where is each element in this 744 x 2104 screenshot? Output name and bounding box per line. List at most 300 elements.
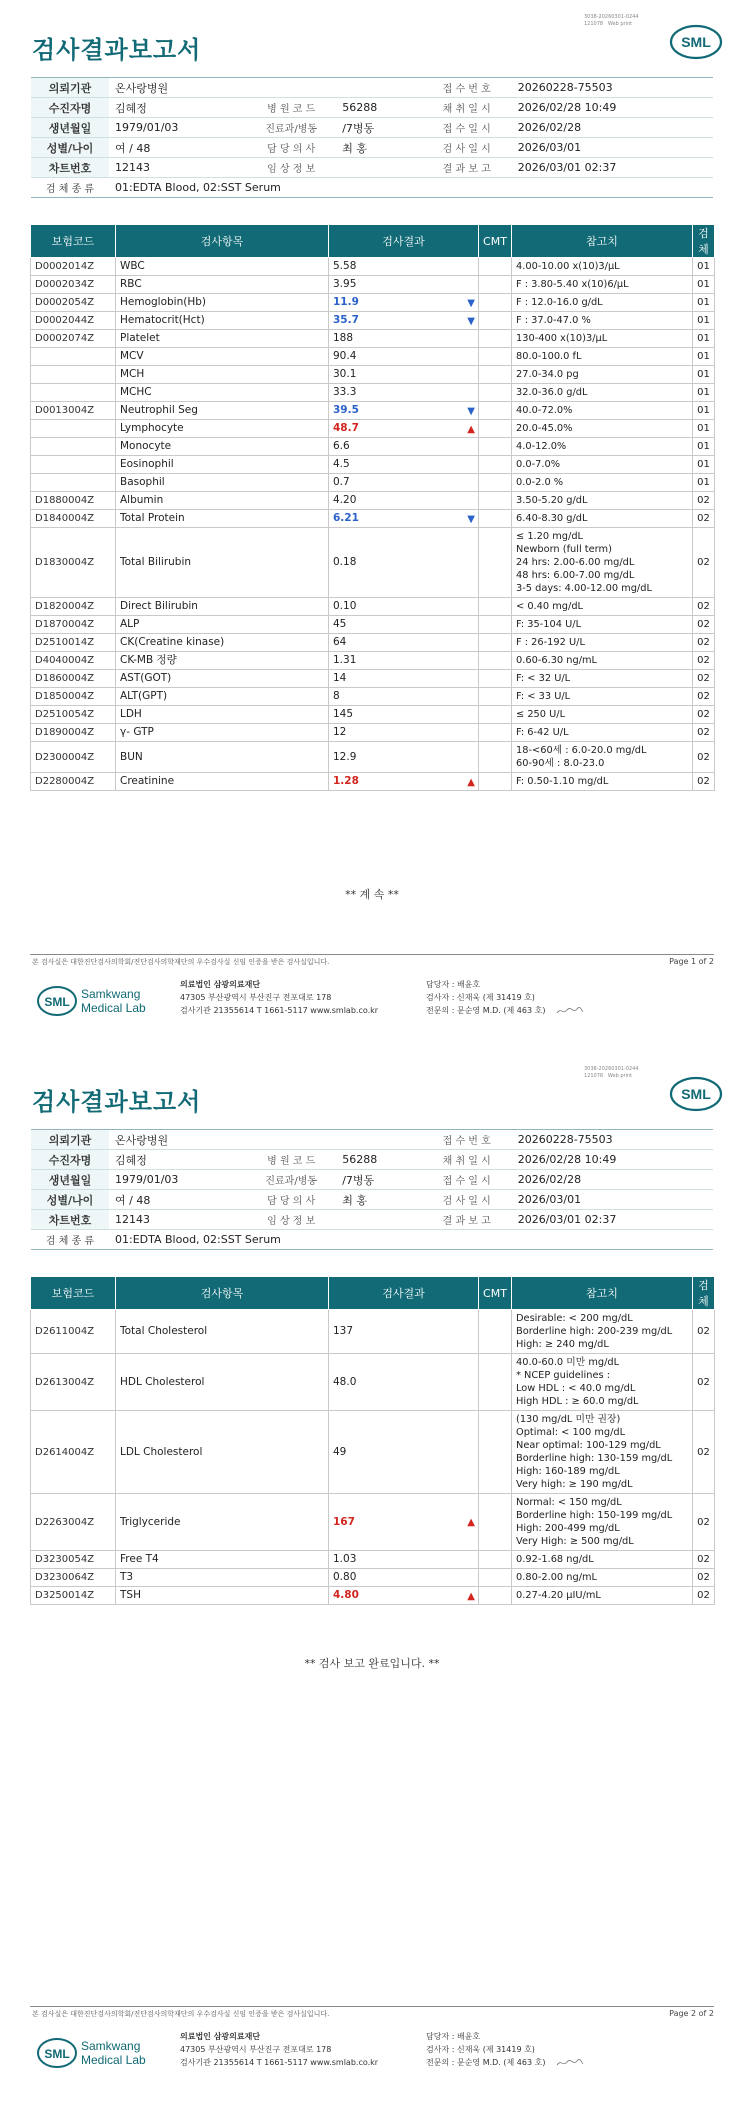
specimen-value: 01:EDTA Blood, 02:SST Serum [109,1230,713,1250]
reference-line: * NCEP guidelines : [516,1370,610,1381]
institution-value: 온사랑병원 [109,1130,422,1150]
svg-text:Medical Lab: Medical Lab [81,2053,146,2067]
result-value: 0.7 [333,476,350,488]
reference-line: Borderline high: 130-159 mg/dL [516,1453,673,1464]
result-row [31,420,715,438]
reference-cell [512,402,693,420]
result-value: 188 [333,332,354,344]
reference-line: 6.40-8.30 g/dL [516,513,588,524]
result-row [31,492,715,510]
result-row [31,312,715,330]
label-collected: 채 취 일 시 [422,98,512,118]
result-value: 30.1 [333,368,357,380]
cmt-cell [479,616,512,634]
reference-line: Newborn (full term) [516,544,612,555]
test-item-cell: WBC [116,258,329,276]
insurance-code-cell [31,438,116,456]
result-row [31,402,715,420]
staff-info: 담당자 : 배윤호 검사자 : 신재욱 (제 31419 호) 전문의 : 문순영 M.D. (제 463 호) [426,978,585,1017]
label-chart: 차트번호 [31,158,109,178]
cmt-cell [479,1551,512,1569]
page-number: Page 1 of 2 [669,957,714,966]
high-flag-icon: ▲ [467,1517,475,1528]
label-accession: 접 수 번 호 [422,1130,512,1150]
result-row [31,330,715,348]
test-item-cell: AST(GOT) [116,670,329,688]
reference-cell [512,510,693,528]
result-value: 4.5 [333,458,350,470]
reference-cell [512,294,693,312]
certification-note: 본 검사실은 대한진단검사의학회/진단검사의학재단의 우수검사실 신임 인증을 받은 검사실입니다. [32,2010,330,2018]
result-value: 1.28 [333,775,359,787]
result-row [31,1354,715,1411]
report-page-2 [0,1052,744,2104]
result-value: 3.95 [333,278,357,290]
reference-cell [512,492,693,510]
specimen-cell: 02 [693,1310,715,1354]
result-cell [329,1310,479,1354]
specimen-cell: 01 [693,438,715,456]
insurance-code-cell: D3250014Z [31,1587,116,1605]
reference-line: < 0.40 mg/dL [516,601,583,612]
label-dob: 생년월일 [31,1170,109,1190]
reference-line: 48 hrs: 6.00-7.00 mg/dL [516,570,635,581]
cmt-cell [479,598,512,616]
cmt-cell [479,688,512,706]
cmt-cell [479,402,512,420]
reference-line: ≤ 1.20 mg/dL [516,531,583,542]
sml-logo-icon [668,1074,724,1114]
sml-logo-icon [668,22,724,62]
low-flag-icon: ▼ [467,513,475,525]
result-row [31,510,715,528]
reference-line: 4.0-12.0% [516,441,567,452]
insurance-code-cell: D2300004Z [31,742,116,773]
test-item-cell: Triglyceride [116,1494,329,1551]
result-cell [329,510,479,528]
result-cell [329,312,479,330]
hospital-code-value: 56288 [336,1150,422,1170]
reference-cell [512,258,693,276]
result-value: 90.4 [333,350,357,362]
result-row [31,1310,715,1354]
insurance-code-cell: D0002054Z [31,294,116,312]
result-value: 12 [333,726,347,738]
result-cell [329,616,479,634]
patient-info-table [31,1129,713,1250]
result-cell [329,366,479,384]
specimen-cell: 02 [693,634,715,652]
result-cell [329,1587,479,1605]
test-item-cell: Eosinophil [116,456,329,474]
cmt-cell [479,528,512,598]
reference-line: 24 hrs: 2.00-6.00 mg/dL [516,557,635,568]
test-item-cell: HDL Cholesterol [116,1354,329,1411]
svg-text:Samkwang: Samkwang [81,987,141,1001]
patient-info-table [31,77,713,198]
insurance-code-cell: D3230054Z [31,1551,116,1569]
reference-cell [512,706,693,724]
test-item-cell: Free T4 [116,1551,329,1569]
result-cell [329,402,479,420]
received-value: 2026/02/28 [512,1170,713,1190]
reference-line: F : 26-192 U/L [516,637,585,648]
dept-value: /7병동 [336,1170,422,1190]
specimen-cell: 02 [693,492,715,510]
result-cell [329,528,479,598]
result-row [31,634,715,652]
col-header-item: 검사항목 [116,225,329,258]
continue-note: ** 계 속 ** [345,888,399,901]
reference-line: 0.0-2.0 % [516,477,564,488]
test-item-cell: Creatinine [116,773,329,791]
result-value: 1.31 [333,654,357,666]
reference-line: 0.27-4.20 μIU/mL [516,1590,601,1601]
label-dept: 진료과/병동 [246,1170,336,1190]
cmt-cell [479,1310,512,1354]
result-row [31,773,715,791]
insurance-code-cell: D2510054Z [31,706,116,724]
reference-line: F: 35-104 U/L [516,619,582,630]
label-tested: 검 사 일 시 [422,1190,512,1210]
result-row [31,1587,715,1605]
svg-text:SML: SML [44,2047,70,2061]
test-item-cell: ALT(GPT) [116,688,329,706]
result-row [31,742,715,773]
label-accession: 접 수 번 호 [422,78,512,98]
cmt-cell [479,652,512,670]
reference-line: 0.60-6.30 ng/mL [516,655,598,666]
institution-value: 온사랑병원 [109,78,422,98]
col-header-specimen: 검체 [693,225,715,258]
reported-value: 2026/03/01 02:37 [512,1210,713,1230]
cmt-cell [479,1569,512,1587]
result-value: 64 [333,636,347,648]
certification-note: 본 검사실은 대한진단검사의학회/진단검사의학재단의 우수검사실 신임 인증을 받은 검사실입니다. [32,958,330,966]
reference-cell [512,1494,693,1551]
samkwang-logo-icon [35,979,155,1023]
svg-text:SML: SML [681,34,711,50]
low-flag-icon: ▼ [467,405,475,417]
print-meta: 3038-20260301-0244 121078 Web print [584,1066,639,1079]
result-row [31,528,715,598]
result-row [31,706,715,724]
result-cell [329,276,479,294]
reference-cell [512,1551,693,1569]
test-item-cell: CK(Creatine kinase) [116,634,329,652]
reference-line: 3.50-5.20 g/dL [516,495,588,506]
reference-line: 32.0-36.0 g/dL [516,387,588,398]
specimen-cell: 01 [693,474,715,492]
specimen-cell: 01 [693,276,715,294]
tested-value: 2026/03/01 [512,138,713,158]
result-row [31,276,715,294]
specimen-cell: 01 [693,402,715,420]
label-patient-name: 수진자명 [31,98,109,118]
reference-line: ≤ 250 U/L [516,709,566,720]
col-header-specimen: 검체 [693,1277,715,1310]
col-header-code: 보험코드 [31,225,116,258]
insurance-code-cell: D0002074Z [31,330,116,348]
low-flag-icon: ▼ [467,315,475,327]
reference-line: High HDL : ≥ 60.0 mg/dL [516,1396,639,1407]
test-item-cell: Monocyte [116,438,329,456]
insurance-code-cell: D4040004Z [31,652,116,670]
result-row [31,688,715,706]
test-item-cell: Direct Bilirubin [116,598,329,616]
result-value: 4.20 [333,494,357,506]
svg-text:Medical Lab: Medical Lab [81,1001,146,1015]
received-value: 2026/02/28 [512,118,713,138]
reference-line: Desirable: < 200 mg/dL [516,1313,633,1324]
reference-cell [512,1354,693,1411]
test-item-cell: ALP [116,616,329,634]
specimen-cell: 01 [693,330,715,348]
reference-cell [512,276,693,294]
result-row [31,652,715,670]
cmt-cell [479,456,512,474]
cmt-cell [479,276,512,294]
cmt-cell [479,312,512,330]
cmt-cell [479,706,512,724]
lab-info: 의료법인 삼광의료재단 47305 부산광역시 부산진구 전포대로 178 검사기관 21355614 T 1661-5117 www.smlab.co.kr [180,980,379,1015]
high-flag-icon: ▲ [467,776,475,788]
reference-line: 40.0-60.0 미만 mg/dL [516,1357,620,1368]
chart-value: 12143 [109,1210,246,1230]
reference-cell [512,598,693,616]
specimen-cell: 02 [693,1494,715,1551]
insurance-code-cell: D1830004Z [31,528,116,598]
test-item-cell: Total Cholesterol [116,1310,329,1354]
test-item-cell: Basophil [116,474,329,492]
label-collected: 채 취 일 시 [422,1150,512,1170]
specimen-cell: 02 [693,670,715,688]
result-value: 12.9 [333,750,357,763]
insurance-code-cell: D3230064Z [31,1569,116,1587]
result-cell [329,652,479,670]
signature-icon [555,1006,585,1016]
reference-line: Optimal: < 100 mg/dL [516,1427,626,1438]
col-header-result: 검사결과 [329,1277,479,1310]
cmt-cell [479,348,512,366]
specimen-cell: 02 [693,1411,715,1494]
result-cell [329,384,479,402]
svg-text:SML: SML [44,995,70,1009]
result-value: 0.18 [333,556,357,568]
results-header-row [31,225,715,258]
result-cell [329,1551,479,1569]
chart-value: 12143 [109,158,246,178]
result-cell [329,420,479,438]
results-table-page-2 [30,1276,715,1605]
result-value: 45 [333,618,347,630]
result-value: 33.3 [333,386,357,398]
specimen-cell: 02 [693,1587,715,1605]
reference-cell [512,1587,693,1605]
cmt-cell [479,294,512,312]
test-item-cell: Platelet [116,330,329,348]
result-value: 5.58 [333,260,357,272]
reference-line: 18-<60세 : 6.0-20.0 mg/dL [516,745,647,756]
reference-cell [512,652,693,670]
insurance-code-cell: D2611004Z [31,1310,116,1354]
reference-cell [512,312,693,330]
cmt-cell [479,1494,512,1551]
reference-line: 3-5 days: 4.00-12.00 mg/dL [516,583,652,594]
test-item-cell: LDL Cholesterol [116,1411,329,1494]
label-received: 접 수 일 시 [422,118,512,138]
result-value: 167 [333,1515,355,1528]
footer-divider [30,2006,714,2007]
reference-cell [512,474,693,492]
col-header-reference: 참고치 [512,225,693,258]
result-row [31,348,715,366]
test-item-cell: Albumin [116,492,329,510]
cmt-cell [479,742,512,773]
result-cell [329,688,479,706]
insurance-code-cell [31,474,116,492]
svg-text:SML: SML [681,1086,711,1102]
result-cell [329,1354,479,1411]
specimen-cell: 02 [693,688,715,706]
result-value: 39.5 [333,404,359,416]
specimen-cell: 01 [693,384,715,402]
label-received: 접 수 일 시 [422,1170,512,1190]
cmt-cell [479,330,512,348]
svg-text:Samkwang: Samkwang [81,2039,141,2053]
result-cell [329,438,479,456]
reference-line: F : 12.0-16.0 g/dL [516,297,603,308]
result-row [31,1569,715,1587]
test-item-cell: MCH [116,366,329,384]
cmt-cell [479,492,512,510]
test-item-cell: TSH [116,1587,329,1605]
result-row [31,616,715,634]
label-dob: 생년월일 [31,118,109,138]
reference-line: 130-400 x(10)3/μL [516,333,608,344]
result-cell [329,1569,479,1587]
test-item-cell: Hemoglobin(Hb) [116,294,329,312]
reference-cell [512,420,693,438]
insurance-code-cell: D1840004Z [31,510,116,528]
specimen-cell: 01 [693,312,715,330]
specimen-cell: 02 [693,598,715,616]
label-hospital-code: 병 원 코 드 [246,98,336,118]
specimen-cell: 01 [693,366,715,384]
specimen-cell: 02 [693,616,715,634]
label-doctor: 담 당 의 사 [246,1190,336,1210]
reference-cell [512,1310,693,1354]
insurance-code-cell: D0013004Z [31,402,116,420]
specimen-cell: 01 [693,258,715,276]
reference-cell [512,1569,693,1587]
result-row [31,366,715,384]
patient-name-value: 김혜정 [109,98,246,118]
result-value: 14 [333,672,347,684]
accession-value: 20260228-75503 [512,78,713,98]
reference-cell [512,688,693,706]
sex-age-value: 여 / 48 [109,138,246,158]
insurance-code-cell: D1820004Z [31,598,116,616]
result-cell [329,474,479,492]
reference-cell [512,724,693,742]
result-row [31,598,715,616]
result-cell [329,330,479,348]
dept-value: /7병동 [336,118,422,138]
reference-cell [512,1411,693,1494]
cmt-cell [479,420,512,438]
page-title: 검사결과보고서 [32,1088,202,1116]
specimen-cell: 01 [693,456,715,474]
reference-line: High: ≥ 240 mg/dL [516,1339,609,1350]
reference-line: High: 160-189 mg/dL [516,1466,620,1477]
col-header-reference: 참고치 [512,1277,693,1310]
cmt-cell [479,474,512,492]
cmt-cell [479,1354,512,1411]
insurance-code-cell [31,348,116,366]
col-header-result: 검사결과 [329,225,479,258]
insurance-code-cell: D1850004Z [31,688,116,706]
cmt-cell [479,1587,512,1605]
result-cell [329,294,479,312]
result-cell [329,670,479,688]
result-value: 4.80 [333,1589,359,1601]
result-cell [329,724,479,742]
result-row [31,1494,715,1551]
insurance-code-cell: D2614004Z [31,1411,116,1494]
tested-value: 2026/03/01 [512,1190,713,1210]
result-cell [329,1411,479,1494]
label-specimen: 검 체 종 류 [31,178,109,198]
insurance-code-cell: D1860004Z [31,670,116,688]
reference-line: 80.0-100.0 fL [516,351,582,362]
reference-cell [512,384,693,402]
cmt-cell [479,724,512,742]
label-hospital-code: 병 원 코 드 [246,1150,336,1170]
result-cell [329,773,479,791]
test-item-cell: T3 [116,1569,329,1587]
col-header-item: 검사항목 [116,1277,329,1310]
hospital-code-value: 56288 [336,98,422,118]
reference-line: Near optimal: 100-129 mg/dL [516,1440,661,1451]
result-row [31,294,715,312]
high-flag-icon: ▲ [467,1590,475,1602]
cmt-cell [479,773,512,791]
label-sex-age: 성별/나이 [31,1190,109,1210]
insurance-code-cell: D0002014Z [31,258,116,276]
result-row [31,384,715,402]
report-complete-note: ** 검사 보고 완료입니다. ** [304,1657,440,1670]
result-value: 11.9 [333,296,359,308]
reported-value: 2026/03/01 02:37 [512,158,713,178]
result-cell [329,1494,479,1551]
specimen-cell: 01 [693,420,715,438]
col-header-code: 보험코드 [31,1277,116,1310]
insurance-code-cell: D2613004Z [31,1354,116,1411]
reference-line: Very High: ≥ 500 mg/dL [516,1536,634,1547]
reference-cell [512,773,693,791]
samkwang-logo-icon [35,2031,155,2075]
result-cell [329,742,479,773]
reference-line: 0.80-2.00 ng/mL [516,1572,598,1583]
result-row [31,258,715,276]
reference-cell [512,438,693,456]
doctor-value: 최 홍 [336,1190,422,1210]
reference-line: F: < 32 U/L [516,673,571,684]
doctor-value: 최 홍 [336,138,422,158]
test-item-cell: Lymphocyte [116,420,329,438]
cmt-cell [479,438,512,456]
